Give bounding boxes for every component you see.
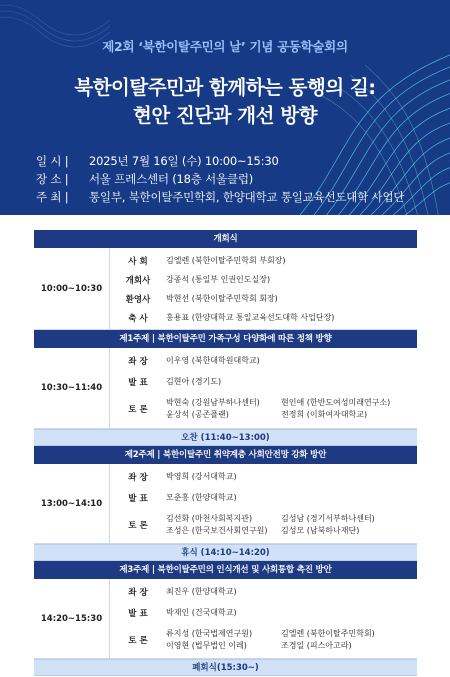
header-banner [0,0,450,215]
info-venue-value: 서울 프레스센터 (18층 서울클럽) [89,172,254,186]
presenter-row [110,371,417,392]
discussant-name: 김선화 (마천사회복지관) [166,514,253,523]
person-name: 홍용표 (한양대학교 통일교육선도대학 사업단장) [166,313,335,322]
chair-row [110,466,417,487]
info-host-value: 통일부, 북한이탈주민학회, 한양대학교 통일교육선도대학 사업단 [89,190,405,204]
role-label: 좌 장 [128,587,148,598]
session2-time: 13:00~14:10 [34,464,110,543]
info-venue [36,171,253,187]
info-host-label: 주 최 | [36,190,69,204]
person-name: 박현선 (북한이탈주민학회 회장) [166,294,278,303]
chair-row [110,350,417,371]
closing-ceremony: 폐회식(15:30~) [34,659,417,676]
discussant-name: 윤상석 (공존플랜) [166,410,229,419]
event-subtitle: 제2회 ‘북한이탈주민의 날’ 기념 공동학술회의 [102,39,348,54]
discussant-name: 전정희 (이화여자대학교) [281,410,368,419]
chair-name: 박영희 (강서대학교) [166,472,237,481]
session1-time: 10:30~11:40 [34,348,110,428]
opening-row [110,289,417,308]
role-label: 발 표 [128,377,148,388]
presenter-name: 김현아 (경기도) [166,377,222,386]
discussant-name: 조경일 (피스아고라) [281,641,352,650]
lunch-break: 오찬 (11:40~13:00) [34,429,417,446]
discussant-row [110,392,417,426]
discussant-name: 박현숙 (강원남부하나센터) [166,398,260,407]
session2-title: 제2주제 | 북한이탈주민 취약계층 사회안전망 강화 방안 [34,446,417,464]
info-date-value: 2025년 7월 16일 (수) 10:00~15:30 [89,154,279,168]
discussant-row [110,508,417,542]
opening-row [110,270,417,289]
info-date-label: 일 시 | [36,154,69,168]
presenter-row [110,602,417,623]
chair-name: 이우영 (북한대학원대학교) [166,356,260,365]
program-table [34,230,417,676]
role-label: 토 론 [128,636,148,646]
session3-title: 제3주제 | 북한이탈주민의 인식개선 및 사회통합 촉진 방안 [34,561,417,579]
role-label: 좌 장 [128,356,148,367]
info-date [36,153,279,169]
discussant-name: 김성모 (남북하나재단) [281,526,360,535]
event-title-line2: 현안 진단과 개선 방향 [133,104,317,127]
rest-break: 휴식 (14:10~14:20) [34,544,417,561]
session3-time: 14:20~15:30 [34,579,110,658]
opening-block [34,248,417,330]
role-label: 개회사 [125,275,151,286]
presenter-name: 박재인 (건국대학교) [166,608,237,617]
role-label: 사 회 [128,256,148,267]
presenter-row [110,487,417,508]
discussant-name: 조성은 (한국보건사회연구원) [166,526,268,535]
role-label: 환영사 [125,294,151,305]
discussant-name: 현인애 (한반도여성미래연구소) [281,398,391,407]
session1-title: 제1주제 | 북한이탈주민 가족구성 다양화에 따른 정책 방향 [34,330,417,348]
discussant-name: 김성남 (경기서부하나센터) [281,514,375,523]
role-label: 축 사 [128,313,148,324]
opening-title: 개회식 [34,230,417,248]
opening-time: 10:00~10:30 [34,248,110,329]
person-name: 김엘렌 (북한이탈주민학회 부회장) [166,256,286,265]
session3-block [34,579,417,659]
event-title-line1: 북한이탈주민과 함께하는 동행의 길: [74,76,376,99]
discussant-name: 류지성 (한국법제연구원) [166,629,253,638]
role-label: 발 표 [128,493,148,504]
session2-block [34,464,417,544]
chair-row [110,581,417,602]
chair-name: 최진우 (한양대학교) [166,587,237,596]
role-label: 토 론 [128,521,148,531]
discussant-row [110,623,417,657]
session1-block [34,348,417,429]
info-venue-label: 장 소 | [36,172,69,186]
info-host [36,189,404,205]
discussant-name: 김엘렌 (북한이탈주민학회) [281,629,375,638]
role-label: 토 론 [128,405,148,415]
role-label: 좌 장 [128,472,148,483]
discussant-name: 이영현 (법무법인 이레) [166,641,247,650]
presenter-name: 모춘흥 (한양대학교) [166,493,237,502]
opening-row [110,308,417,327]
person-name: 강종석 (통일부 인권인도실장) [166,275,271,284]
role-label: 발 표 [128,608,148,619]
opening-row [110,251,417,270]
